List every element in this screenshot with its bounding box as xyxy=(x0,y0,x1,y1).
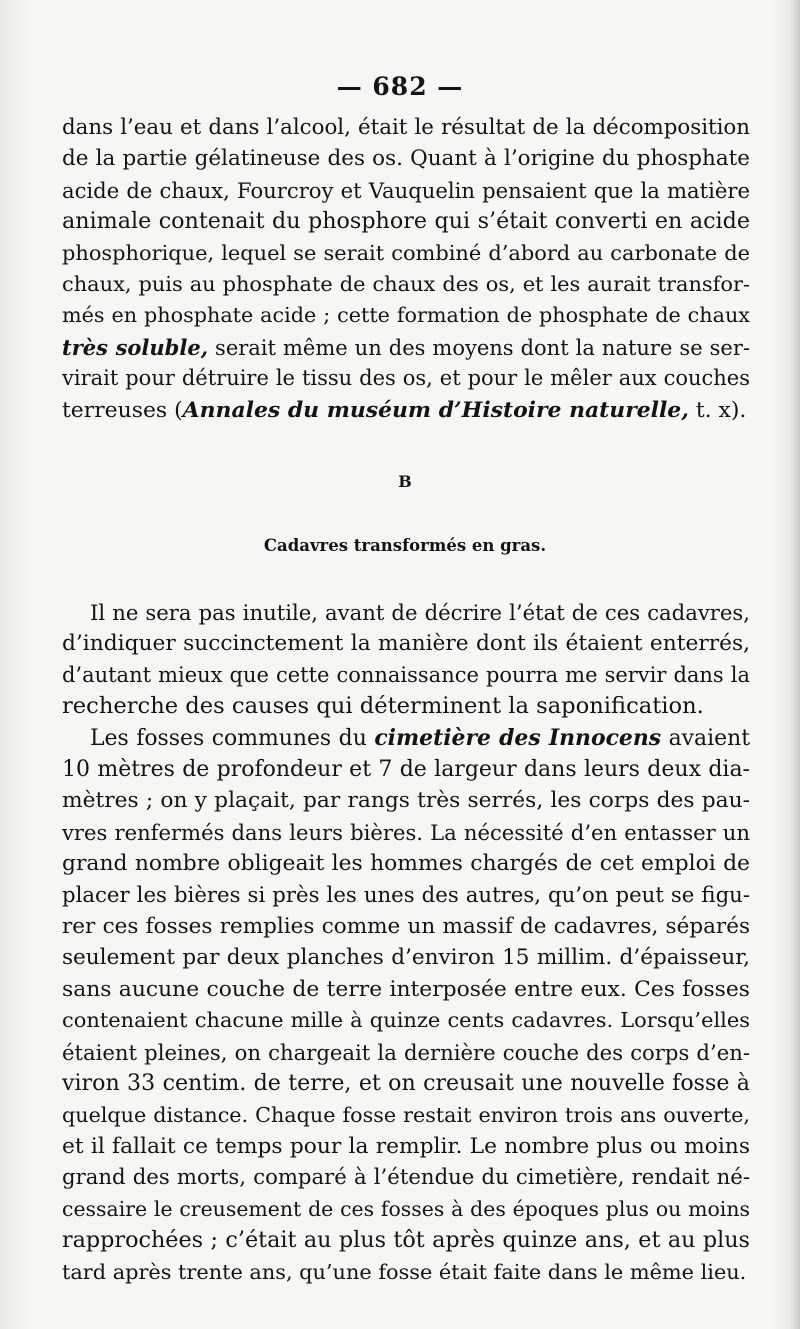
section-letter: B xyxy=(398,472,412,491)
text-line: més en phosphate acide ; cette formation de phosphate de chaux xyxy=(62,303,750,328)
text-line: de la partie gélatineuse des os. Quant à l’origine du phosphate xyxy=(62,146,750,172)
text-line: animale contenait du phosphore qui s’était converti en acide xyxy=(62,208,750,235)
italic-phrase: cimetière des Innocens xyxy=(374,724,662,751)
text-line: rapprochées ; c’était au plus tôt après quinze ans, et au plus xyxy=(62,1227,750,1254)
text-line: contenaient chacune mille à quinze cents cadavres. Lorsqu’elles xyxy=(62,1008,750,1033)
page-edge-shadow xyxy=(790,0,800,1329)
text-line: placer les bières si près les unes des autres, qu’on peut se figu- xyxy=(62,882,750,908)
citation-title: Annales du muséum d’Histoire naturelle, xyxy=(182,396,689,423)
text-line: cessaire le creusement de ces fosses à des époques plus ou moins xyxy=(62,1196,750,1221)
text-line: quelque distance. Chaque fosse restait environ trois ans ouverte, xyxy=(62,1102,750,1127)
text-fragment: serait même un des moyens dont la nature se ser- xyxy=(208,334,750,360)
text-fragment: avaient xyxy=(661,725,751,751)
text-fragment: Les fosses communes du xyxy=(90,725,375,751)
paragraph-1 xyxy=(62,112,750,426)
text-line: et il fallait ce temps pour la remplir. Le nombre plus ou moins xyxy=(62,1133,750,1159)
text-line xyxy=(62,332,750,363)
italic-phrase: très soluble, xyxy=(62,334,209,360)
text-line: acide de chaux, Fourcroy et Vauquelin pensaient que la matière xyxy=(62,177,750,203)
text-line: mètres ; on y plaçait, par rangs très serrés, les corps des pau- xyxy=(62,788,750,814)
paragraph-2-3 xyxy=(62,597,750,1288)
text-line: phosphorique, lequel se serait combiné d’abord au carbonate de xyxy=(62,240,750,265)
text-line xyxy=(62,395,750,426)
text-line: chaux, puis au phosphate de chaux des os, et les aurait transfor- xyxy=(62,272,750,297)
text-line: Il ne sera pas inutile, avant de décrire l’état de ces cadavres, xyxy=(90,600,750,625)
text-line: d’autant mieux que cette connaissance pourra me servir dans la xyxy=(62,662,750,687)
text-line: viron 33 centim. de terre, et on creusait une nouvelle fosse à xyxy=(62,1070,750,1097)
page-number: — 682 — xyxy=(336,72,464,101)
section-title: Cadavres transformés en gras. xyxy=(263,536,547,555)
text-line: sans aucune couche de terre interposée entre eux. Ces fosses xyxy=(62,976,750,1002)
text-line: grand des morts, comparé à l’étendue du cimetière, rendait né- xyxy=(62,1165,750,1191)
text-line: rer ces fosses remplies comme un massif de cadavres, séparés xyxy=(62,914,750,940)
text-line: tard après trente ans, qu’une fosse était faite dans le même lieu. xyxy=(62,1259,747,1284)
text-line: dans l’eau et dans l’alcool, était le résultat de la décomposition xyxy=(62,115,750,140)
text-line: 10 mètres de profondeur et 7 de largeur dans leurs deux dia- xyxy=(62,757,750,783)
text-line xyxy=(62,723,750,754)
text-line: vres renfermés dans leurs bières. La nécessité d’en entasser un xyxy=(62,819,750,845)
text-line: grand nombre obligeait les hommes chargés de cet emploi de xyxy=(62,851,750,877)
text-line: virait pour détruire le tissu des os, et pour le mêler aux couches xyxy=(62,366,750,391)
text-fragment: t. x). xyxy=(688,397,747,423)
text-line: d’indiquer succinctement la manière dont ils étaient enterrés, xyxy=(62,631,750,657)
text-line: étaient pleines, on chargeait la dernière couche des corps d’en- xyxy=(62,1039,750,1065)
text-line: seulement par deux planches d’environ 15 millim. d’épaisseur, xyxy=(62,945,750,971)
text-fragment: terreuses ( xyxy=(62,397,183,423)
text-line: recherche des causes qui déterminent la saponification. xyxy=(62,693,704,720)
